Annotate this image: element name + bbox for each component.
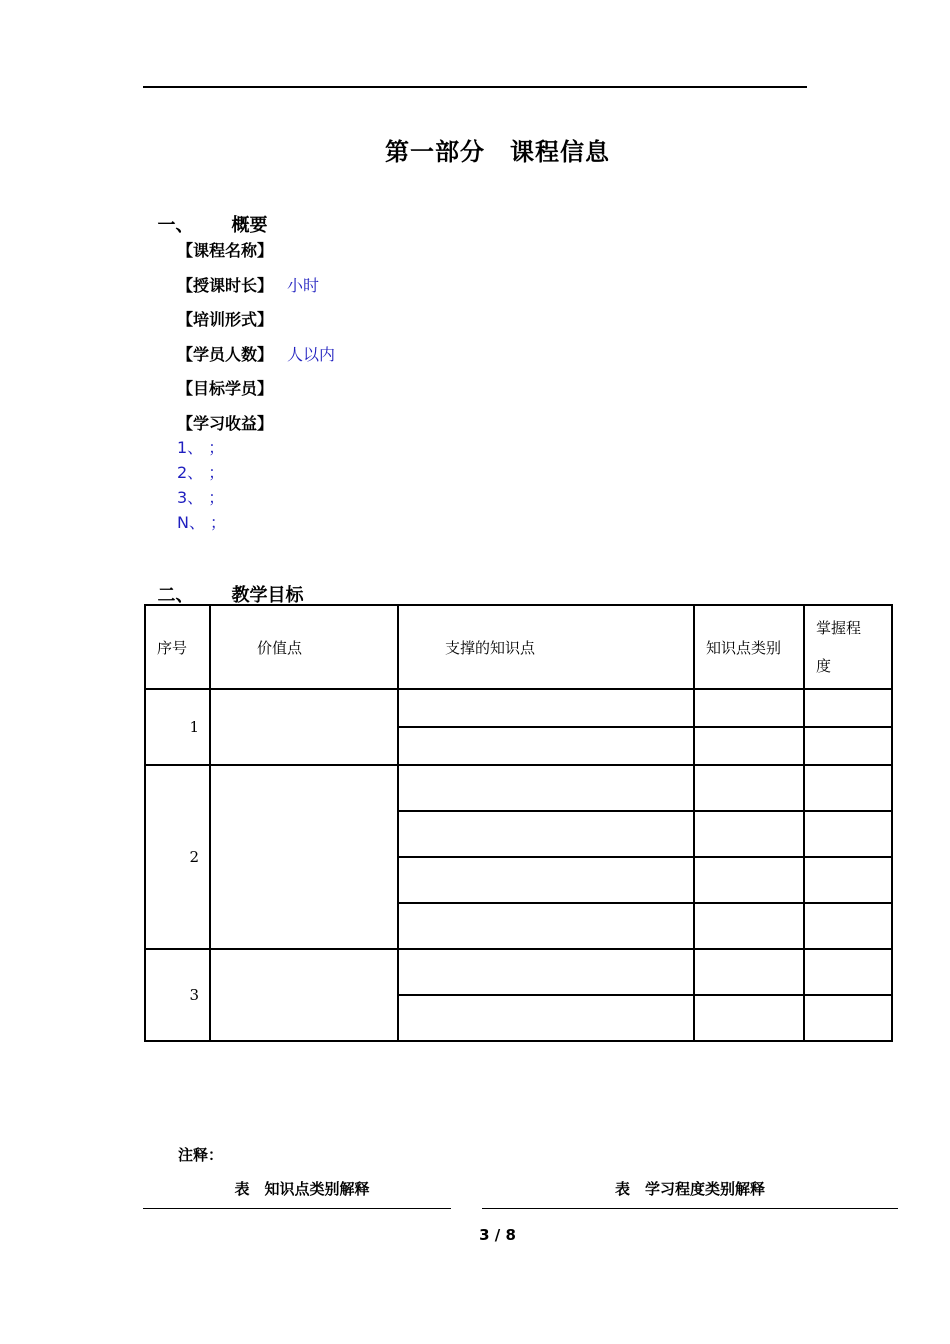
caption-text: 表 学习程度类别解释 (614, 1180, 765, 1198)
mastery-cell[interactable] (804, 689, 892, 727)
header-cell-knowledge-category: 知识点类别 (694, 605, 804, 689)
benefit-item: N、 ； (177, 513, 227, 532)
field-duration (177, 273, 319, 296)
category-cell[interactable] (694, 727, 804, 765)
teaching-objectives-table (144, 604, 893, 1042)
value-point-cell[interactable] (210, 949, 398, 1041)
field-learning-benefits (177, 411, 287, 434)
mastery-cell[interactable] (804, 857, 892, 903)
mastery-cell[interactable] (804, 903, 892, 949)
table-header-row (145, 605, 892, 689)
caption-mastery-level (482, 1178, 898, 1209)
section-title: 教学目标 (231, 585, 304, 606)
knowledge-point-cell[interactable] (398, 857, 694, 903)
category-cell[interactable] (694, 765, 804, 811)
field-value: 小时 (287, 276, 320, 295)
mastery-cell[interactable] (804, 727, 892, 765)
caption-rule (482, 1208, 898, 1209)
mastery-cell[interactable] (804, 811, 892, 857)
category-cell[interactable] (694, 689, 804, 727)
value-point-cell[interactable] (210, 689, 398, 765)
section-heading-overview (145, 190, 268, 237)
knowledge-point-cell[interactable] (398, 811, 694, 857)
part-title: 第一部分 课程信息 (385, 138, 610, 166)
category-cell[interactable] (694, 995, 804, 1041)
knowledge-point-cell[interactable] (398, 995, 694, 1041)
table-row (145, 689, 892, 727)
mastery-cell[interactable] (804, 765, 892, 811)
page-number: 3 / 8 (479, 1226, 516, 1244)
benefit-item: 3、 ； (177, 488, 225, 507)
field-label: 【课程名称】 (177, 241, 274, 260)
header-cell-mastery-level: 掌握程度 (804, 605, 892, 689)
field-training-format (177, 307, 287, 330)
header-cell-value-point: 价值点 (210, 605, 398, 689)
row-number: 1 (145, 689, 210, 765)
section-number: 二、 (157, 585, 194, 606)
caption-rule (143, 1208, 451, 1209)
section-heading-objectives (145, 560, 304, 607)
field-label: 【授课时长】 (177, 276, 274, 295)
caption-text: 表 知识点类别解释 (234, 1180, 370, 1198)
header-cell-knowledge-points: 支撑的知识点 (398, 605, 694, 689)
benefit-item: 1、 ； (177, 438, 225, 457)
field-target-trainees (177, 376, 287, 399)
knowledge-point-cell[interactable] (398, 949, 694, 995)
field-course-name (177, 238, 287, 261)
field-label: 【目标学员】 (177, 379, 274, 398)
field-value: 人以内 (287, 345, 336, 364)
category-cell[interactable] (694, 949, 804, 995)
field-label: 【培训形式】 (177, 310, 274, 329)
field-label: 【学习收益】 (177, 414, 274, 433)
knowledge-point-cell[interactable] (398, 689, 694, 727)
knowledge-point-cell[interactable] (398, 903, 694, 949)
value-point-cell[interactable] (210, 765, 398, 949)
row-number: 3 (145, 949, 210, 1041)
table-row (145, 949, 892, 995)
mastery-cell[interactable] (804, 995, 892, 1041)
field-label: 【学员人数】 (177, 345, 274, 364)
category-cell[interactable] (694, 857, 804, 903)
mastery-cell[interactable] (804, 949, 892, 995)
header-rule (143, 86, 807, 88)
knowledge-point-cell[interactable] (398, 765, 694, 811)
benefit-item: 2、 ； (177, 463, 225, 482)
row-number: 2 (145, 765, 210, 949)
category-cell[interactable] (694, 811, 804, 857)
category-cell[interactable] (694, 903, 804, 949)
table-row (145, 765, 892, 811)
header-cell-index: 序号 (145, 605, 210, 689)
notes-label: 注释： (178, 1146, 224, 1164)
field-trainee-count (177, 342, 335, 365)
caption-knowledge-category (143, 1178, 451, 1209)
section-number: 一、 (157, 215, 194, 236)
knowledge-point-cell[interactable] (398, 727, 694, 765)
section-title: 概要 (231, 215, 268, 236)
